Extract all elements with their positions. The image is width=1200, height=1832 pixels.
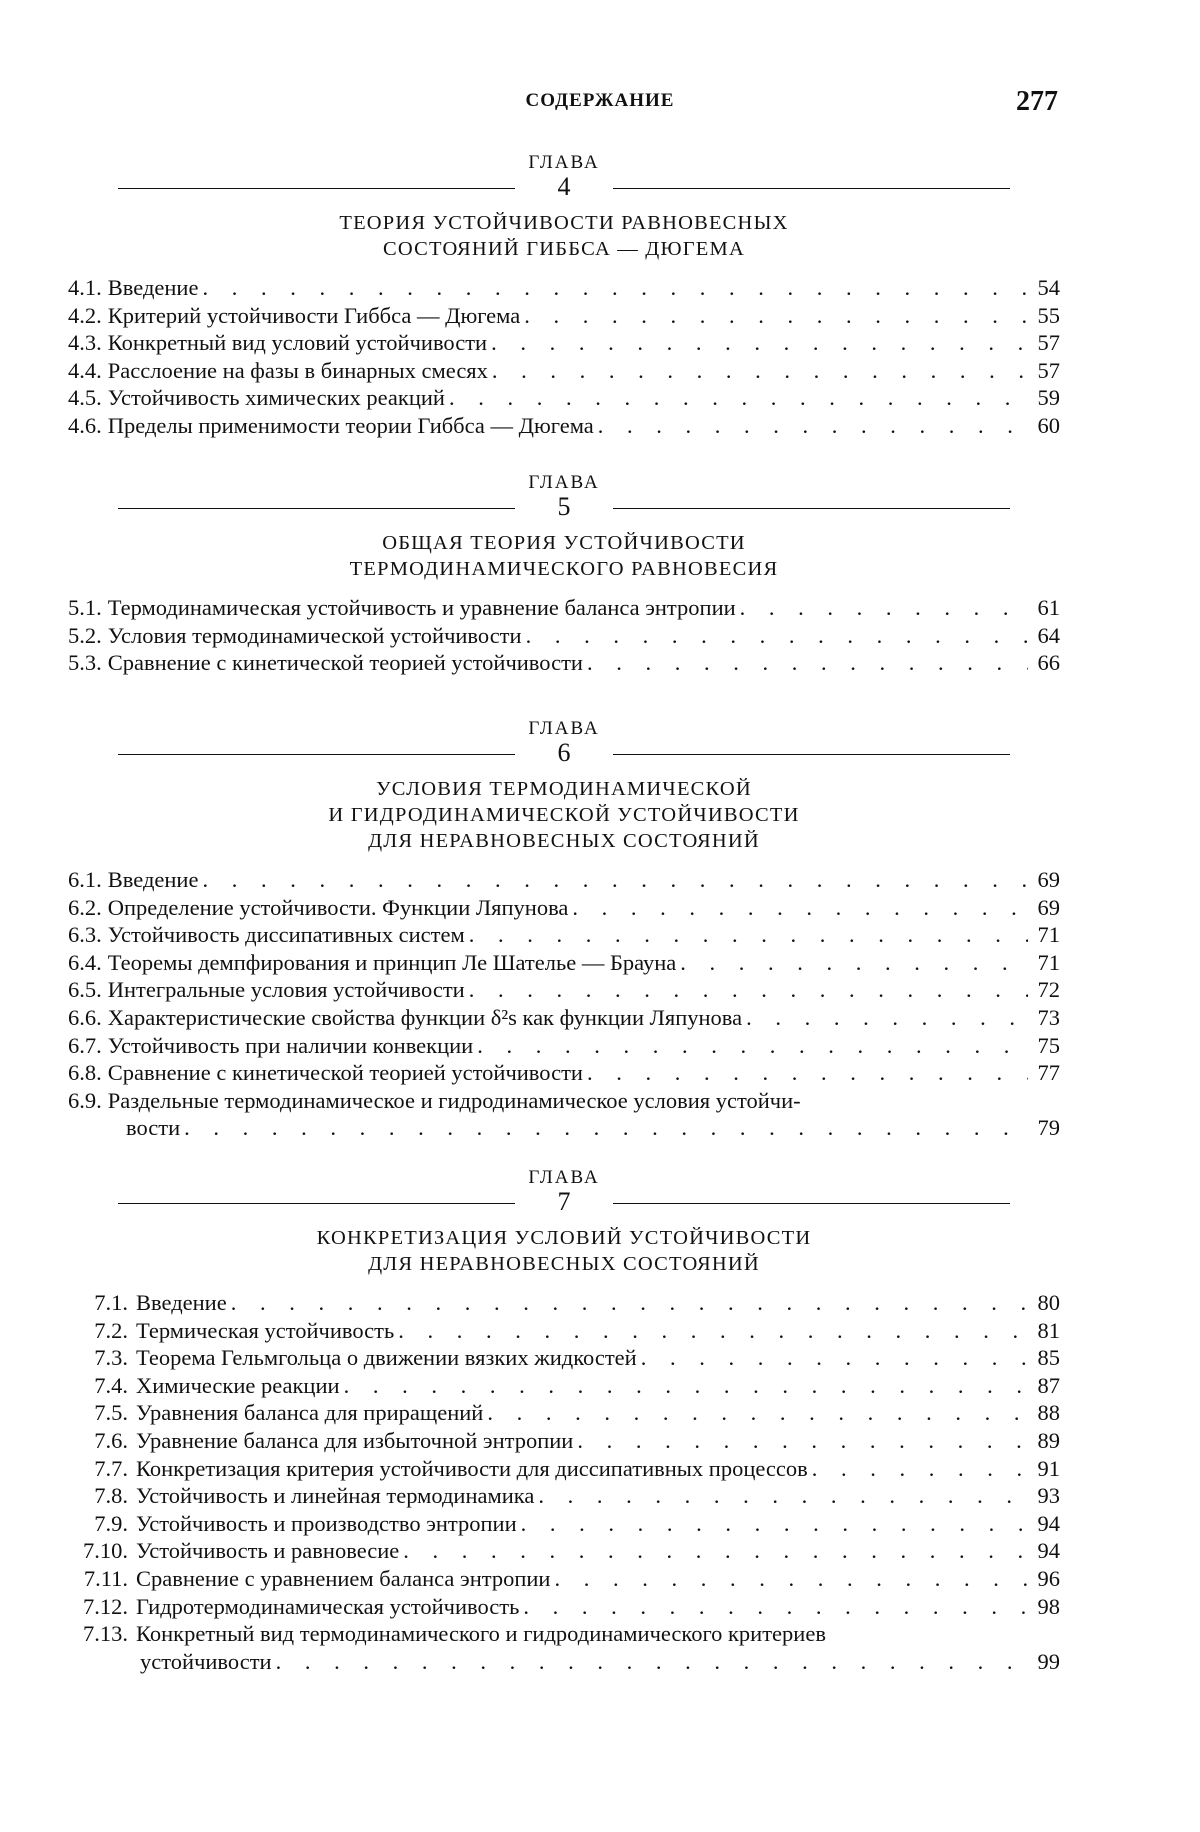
chapter-title bbox=[68, 530, 1060, 582]
page-number: 277 bbox=[1016, 86, 1058, 117]
chapter-number-row bbox=[68, 492, 1060, 526]
toc-entry[interactable] bbox=[68, 1537, 1060, 1565]
toc-list bbox=[68, 1289, 1060, 1675]
section-page: 57 bbox=[1037, 357, 1060, 383]
section-title: Сравнение с уравнением баланса энтропии bbox=[136, 1565, 551, 1591]
chapter-title bbox=[68, 210, 1060, 262]
toc-entry[interactable] bbox=[68, 894, 1060, 922]
section-page: 88 bbox=[1037, 1400, 1060, 1426]
chapter-5 bbox=[68, 472, 1060, 677]
section-number: 4.5. bbox=[68, 385, 102, 411]
section-title: Введение bbox=[136, 1290, 227, 1315]
chapter-title-line: ТЕРМОДИНАМИЧЕСКОГО РАВНОВЕСИЯ bbox=[349, 558, 779, 580]
toc-entry[interactable] bbox=[68, 1510, 1060, 1538]
section-title: Сравнение с кинетической теорией устойчивости bbox=[107, 1060, 583, 1086]
dot-leader bbox=[276, 1648, 1028, 1676]
toc-entry[interactable] bbox=[68, 329, 1060, 357]
dot-leader bbox=[184, 1114, 1028, 1142]
section-title: Термическая устойчивость bbox=[136, 1317, 395, 1343]
dot-leader bbox=[680, 949, 1028, 977]
toc-entry[interactable] bbox=[68, 412, 1060, 440]
chapter-number-row bbox=[68, 172, 1060, 206]
toc-list bbox=[68, 866, 1060, 1142]
section-title: Уравнение баланса для избыточной энтропии bbox=[136, 1427, 574, 1453]
running-header bbox=[0, 86, 1200, 120]
section-title: Химические реакции bbox=[136, 1372, 340, 1398]
chapter-number: 6 bbox=[557, 738, 571, 767]
toc-entry-line bbox=[68, 1087, 1060, 1115]
section-page: 85 bbox=[1037, 1345, 1060, 1371]
section-number: 7.10. bbox=[83, 1538, 128, 1564]
dot-leader bbox=[526, 622, 1028, 650]
section-number: 6.7. bbox=[68, 1032, 102, 1058]
chapter-number: 4 bbox=[557, 172, 571, 201]
section-title: Условия термодинамической устойчивости bbox=[107, 622, 522, 648]
section-number: 6.4. bbox=[68, 949, 102, 975]
section-title: Введение bbox=[107, 275, 199, 300]
chapter-title-line: ДЛЯ НЕРАВНОВЕСНЫХ СОСТОЯНИЙ bbox=[368, 830, 760, 852]
section-title: Пределы применимости теории Гиббса — Дюгема bbox=[107, 412, 594, 438]
section-title: Конкретизация критерия устойчивости для диссипативных процессов bbox=[136, 1455, 808, 1481]
section-number: 7.9. bbox=[94, 1510, 128, 1536]
section-title: Уравнения баланса для приращений bbox=[136, 1400, 484, 1426]
section-title: Критерий устойчивости Гиббса — Дюгема bbox=[107, 302, 521, 328]
section-number: 5.2. bbox=[68, 622, 102, 648]
section-title: Устойчивость химических реакций bbox=[107, 385, 445, 411]
dot-leader bbox=[202, 866, 1028, 894]
toc-entry[interactable] bbox=[68, 949, 1060, 977]
toc-entry[interactable] bbox=[68, 274, 1060, 302]
chapter-4 bbox=[68, 152, 1060, 440]
dot-leader bbox=[492, 357, 1028, 385]
section-page: 54 bbox=[1037, 275, 1060, 300]
section-title: Теорема Гельмгольца о движении вязких жидкостей bbox=[136, 1345, 637, 1371]
dot-leader bbox=[521, 1510, 1028, 1538]
section-title: Расслоение на фазы в бинарных смесях bbox=[107, 357, 488, 383]
dot-leader bbox=[577, 1427, 1028, 1455]
chapter-rule-right bbox=[613, 188, 1010, 189]
toc-entry[interactable] bbox=[68, 594, 1060, 622]
section-number: 7.6. bbox=[94, 1427, 128, 1453]
dot-leader bbox=[524, 302, 1028, 330]
section-number: 7.2. bbox=[94, 1317, 128, 1343]
toc-entry[interactable] bbox=[68, 866, 1060, 894]
toc-entry[interactable] bbox=[68, 1565, 1060, 1593]
toc-entry[interactable] bbox=[68, 1372, 1060, 1400]
dot-leader bbox=[344, 1372, 1028, 1400]
section-number: 5.3. bbox=[68, 650, 102, 676]
chapter-number-row bbox=[68, 738, 1060, 772]
toc-entry-line bbox=[68, 1114, 1060, 1142]
dot-leader bbox=[469, 921, 1028, 949]
dot-leader bbox=[398, 1317, 1028, 1345]
section-page: 55 bbox=[1037, 302, 1060, 328]
toc-entry[interactable] bbox=[68, 357, 1060, 385]
dot-leader bbox=[487, 1399, 1028, 1427]
toc-entry[interactable] bbox=[68, 1004, 1060, 1032]
section-page: 59 bbox=[1037, 385, 1060, 411]
section-page: 91 bbox=[1037, 1455, 1060, 1481]
section-page: 60 bbox=[1037, 412, 1060, 438]
section-page: 93 bbox=[1037, 1483, 1060, 1509]
toc-list bbox=[68, 274, 1060, 440]
section-page: 71 bbox=[1037, 949, 1060, 975]
section-page: 96 bbox=[1037, 1565, 1060, 1591]
section-title: Раздельные термодинамическое и гидродинамическое условия устойчи- bbox=[107, 1087, 801, 1113]
chapter-title bbox=[68, 776, 1060, 854]
chapter-rule-right bbox=[613, 754, 1010, 755]
section-number: 7.5. bbox=[94, 1400, 128, 1426]
section-title: Определение устойчивости. Функции Ляпунова bbox=[107, 894, 569, 920]
dot-leader bbox=[598, 412, 1028, 440]
section-title: Устойчивость и равновесие bbox=[136, 1538, 400, 1564]
chapter-6 bbox=[68, 718, 1060, 1142]
dot-leader bbox=[449, 384, 1028, 412]
section-page: 57 bbox=[1037, 330, 1060, 356]
chapter-title bbox=[68, 1225, 1060, 1277]
chapter-title-line: КОНКРЕТИЗАЦИЯ УСЛОВИЙ УСТОЙЧИВОСТИ bbox=[316, 1227, 812, 1249]
section-title: Характеристические свойства функции δ²s как функции Ляпунова bbox=[107, 1004, 743, 1030]
toc-entry[interactable] bbox=[68, 1455, 1060, 1483]
toc-entry[interactable] bbox=[68, 1059, 1060, 1087]
section-page: 94 bbox=[1037, 1510, 1060, 1536]
section-number: 4.3. bbox=[68, 330, 102, 356]
toc-entry[interactable] bbox=[68, 1032, 1060, 1060]
section-number: 7.1. bbox=[94, 1290, 128, 1315]
section-title: Устойчивость и линейная термодинамика bbox=[136, 1483, 535, 1509]
chapter-number-row bbox=[68, 1187, 1060, 1221]
toc-entry[interactable] bbox=[68, 384, 1060, 412]
section-title: Устойчивость при наличии конвекции bbox=[107, 1032, 474, 1058]
section-page: 73 bbox=[1037, 1004, 1060, 1030]
toc-entry[interactable] bbox=[68, 622, 1060, 650]
dot-leader bbox=[740, 594, 1028, 622]
toc-entry[interactable] bbox=[68, 976, 1060, 1004]
toc-list bbox=[68, 594, 1060, 677]
section-page: 87 bbox=[1037, 1372, 1060, 1398]
dot-leader bbox=[403, 1537, 1028, 1565]
dot-leader bbox=[491, 329, 1028, 357]
section-number: 6.1. bbox=[68, 867, 102, 892]
section-number: 7.8. bbox=[94, 1483, 128, 1509]
toc-entry[interactable] bbox=[68, 1482, 1060, 1510]
toc-entry[interactable] bbox=[68, 1620, 1060, 1675]
toc-entry[interactable] bbox=[68, 1593, 1060, 1621]
toc-entry[interactable] bbox=[68, 649, 1060, 677]
section-number: 6.5. bbox=[68, 977, 102, 1003]
dot-leader bbox=[469, 976, 1028, 1004]
section-title-continued: вости bbox=[126, 1115, 181, 1141]
dot-leader bbox=[572, 894, 1028, 922]
section-title: Введение bbox=[107, 867, 199, 892]
section-number: 6.9. bbox=[68, 1087, 102, 1113]
chapter-rule-right bbox=[613, 508, 1010, 509]
section-number: 7.4. bbox=[94, 1372, 128, 1398]
chapter-7 bbox=[68, 1167, 1060, 1675]
section-number: 4.1. bbox=[68, 275, 102, 300]
toc-entry[interactable] bbox=[68, 1087, 1060, 1142]
toc-entry-line bbox=[68, 1620, 1060, 1648]
chapter-title-line: СОСТОЯНИЙ ГИББСА — ДЮГЕМА bbox=[383, 238, 745, 260]
section-number: 4.4. bbox=[68, 357, 102, 383]
section-page: 72 bbox=[1037, 977, 1060, 1003]
section-page: 79 bbox=[1037, 1115, 1060, 1141]
chapter-title-line: УСЛОВИЯ ТЕРМОДИНАМИЧЕСКОЙ bbox=[376, 778, 752, 800]
dot-leader bbox=[554, 1565, 1028, 1593]
chapter-label: ГЛАВА bbox=[528, 152, 600, 173]
section-page: 89 bbox=[1037, 1427, 1060, 1453]
section-title: Конкретный вид термодинамического и гидродинамического критериев bbox=[136, 1621, 826, 1647]
section-page: 99 bbox=[1037, 1648, 1060, 1674]
section-title: Теоремы демпфирования и принцип Ле Шателье — Брауна bbox=[107, 949, 677, 975]
section-number: 4.2. bbox=[68, 302, 102, 328]
section-page: 80 bbox=[1037, 1290, 1060, 1315]
chapter-title-line: И ГИДРОДИНАМИЧЕСКОЙ УСТОЙЧИВОСТИ bbox=[328, 804, 800, 826]
section-number: 5.1. bbox=[68, 595, 102, 620]
dot-leader bbox=[523, 1593, 1028, 1621]
section-page: 81 bbox=[1037, 1317, 1060, 1343]
dot-leader bbox=[587, 649, 1028, 677]
dot-leader bbox=[231, 1289, 1028, 1317]
chapter-title-line: ТЕОРИЯ УСТОЙЧИВОСТИ РАВНОВЕСНЫХ bbox=[339, 212, 789, 234]
toc-entry[interactable] bbox=[68, 1399, 1060, 1427]
section-number: 7.13. bbox=[83, 1621, 128, 1647]
dot-leader bbox=[538, 1482, 1028, 1510]
section-title: Интегральные условия устойчивости bbox=[107, 977, 465, 1003]
dot-leader bbox=[812, 1455, 1028, 1483]
dot-leader bbox=[587, 1059, 1028, 1087]
section-number: 7.12. bbox=[83, 1593, 128, 1619]
toc-entry[interactable] bbox=[68, 921, 1060, 949]
section-page: 66 bbox=[1037, 650, 1060, 676]
section-number: 7.7. bbox=[94, 1455, 128, 1481]
section-number: 4.6. bbox=[68, 412, 102, 438]
section-page: 75 bbox=[1037, 1032, 1060, 1058]
toc-entry[interactable] bbox=[68, 1427, 1060, 1455]
chapter-label: ГЛАВА bbox=[528, 718, 600, 739]
section-title-continued: устойчивости bbox=[140, 1648, 272, 1674]
dot-leader bbox=[477, 1032, 1028, 1060]
section-page: 94 bbox=[1037, 1538, 1060, 1564]
dot-leader bbox=[641, 1344, 1028, 1372]
section-title: Сравнение с кинетической теорией устойчивости bbox=[107, 650, 583, 676]
chapter-number: 5 bbox=[557, 492, 571, 521]
chapter-label: ГЛАВА bbox=[528, 472, 600, 493]
section-number: 6.3. bbox=[68, 922, 102, 948]
section-number: 6.2. bbox=[68, 894, 102, 920]
chapter-rule-right bbox=[613, 1203, 1010, 1204]
section-title: Термодинамическая устойчивость и уравнение баланса энтропии bbox=[107, 595, 736, 620]
section-page: 77 bbox=[1037, 1060, 1060, 1086]
chapter-number: 7 bbox=[557, 1187, 571, 1216]
section-number: 6.6. bbox=[68, 1004, 102, 1030]
chapter-title-line: ДЛЯ НЕРАВНОВЕСНЫХ СОСТОЯНИЙ bbox=[368, 1253, 760, 1275]
chapter-title-line: ОБЩАЯ ТЕОРИЯ УСТОЙЧИВОСТИ bbox=[382, 532, 746, 554]
section-page: 64 bbox=[1037, 622, 1060, 648]
toc-entry[interactable] bbox=[68, 1344, 1060, 1372]
section-title: Устойчивость диссипативных систем bbox=[107, 922, 465, 948]
toc-entry[interactable] bbox=[68, 1289, 1060, 1317]
section-number: 6.8. bbox=[68, 1060, 102, 1086]
section-page: 98 bbox=[1037, 1593, 1060, 1619]
section-number: 7.3. bbox=[94, 1345, 128, 1371]
section-page: 69 bbox=[1037, 894, 1060, 920]
chapter-label: ГЛАВА bbox=[528, 1167, 600, 1188]
section-title: Гидротермодинамическая устойчивость bbox=[136, 1593, 520, 1619]
toc-entry[interactable] bbox=[68, 302, 1060, 330]
section-page: 61 bbox=[1037, 595, 1060, 620]
toc-entry-line bbox=[68, 1648, 1060, 1676]
running-title: СОДЕРЖАНИЕ bbox=[525, 90, 675, 111]
dot-leader bbox=[746, 1004, 1028, 1032]
section-title: Устойчивость и производство энтропии bbox=[136, 1510, 517, 1536]
section-title: Конкретный вид условий устойчивости bbox=[107, 330, 488, 356]
section-page: 69 bbox=[1037, 867, 1060, 892]
section-number: 7.11. bbox=[83, 1565, 128, 1591]
dot-leader bbox=[202, 274, 1028, 302]
section-page: 71 bbox=[1037, 922, 1060, 948]
toc-entry[interactable] bbox=[68, 1317, 1060, 1345]
